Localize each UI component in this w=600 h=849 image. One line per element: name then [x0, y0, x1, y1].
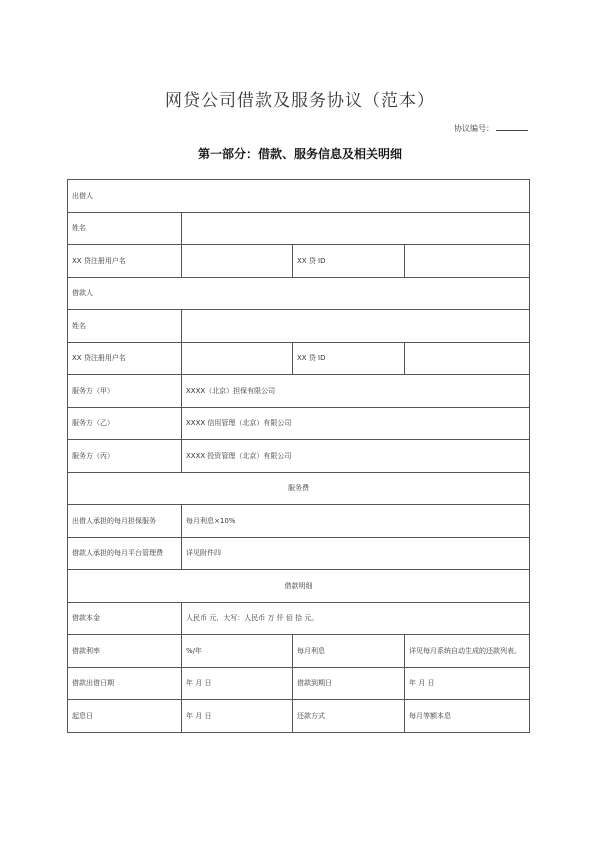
borrower-platform-fee-value: 详见附件四 [182, 537, 530, 570]
service-provider-a-label: 服务方（甲） [68, 375, 182, 408]
borrower-name-label: 姓名 [68, 310, 182, 343]
agreement-number-label: 协议编号： [454, 124, 494, 133]
borrower-name-value[interactable] [182, 310, 530, 343]
document-title: 网贷公司借款及服务协议（范本） [165, 91, 435, 111]
table-row [68, 505, 530, 538]
borrower-id-value[interactable] [405, 342, 530, 375]
service-provider-b-value: XXXX 信用管理（北京）有限公司 [182, 407, 530, 440]
lender-username-value[interactable] [182, 245, 293, 278]
lender-username-label: XX 贷注册用户名 [68, 245, 182, 278]
table-row [68, 245, 530, 278]
table-row [68, 407, 530, 440]
service-provider-a-value: XXXX（北京）担保有限公司 [182, 375, 530, 408]
lender-heading: 出借人 [68, 180, 530, 213]
table-row [68, 375, 530, 408]
loan-due-date-label: 借款到期日 [293, 667, 405, 700]
monthly-interest-value: 详见每月系统自动生成的还款列表。 [405, 635, 530, 668]
loan-principal-value[interactable]: 人民币 元，大写：人民币 万 仟 佰 拾 元。 [182, 602, 530, 635]
table-row [68, 180, 530, 213]
lender-guarantee-fee-label: 出借人承担的每月担保服务 [68, 505, 182, 538]
loan-principal-label: 借款本金 [68, 602, 182, 635]
table-row [68, 440, 530, 473]
lender-guarantee-fee-value: 每月利息×10% [182, 505, 530, 538]
interest-start-date-value[interactable]: 年 月 日 [182, 700, 293, 733]
table-row [68, 310, 530, 343]
interest-start-date-label: 起息日 [68, 700, 182, 733]
borrower-username-value[interactable] [182, 342, 293, 375]
lender-name-label: 姓名 [68, 212, 182, 245]
loan-info-table [67, 179, 530, 733]
loan-rate-label: 借款利率 [68, 635, 182, 668]
table-row [68, 602, 530, 635]
table-row [68, 277, 530, 310]
lender-id-label: XX 贷 ID [293, 245, 405, 278]
table-row [68, 635, 530, 668]
table-row [68, 537, 530, 570]
table-row [68, 700, 530, 733]
agreement-number [454, 122, 528, 134]
loan-details-heading: 借款明细 [68, 570, 530, 603]
service-provider-c-value: XXXX 投资管理（北京）有限公司 [182, 440, 530, 473]
agreement-number-blank [496, 122, 528, 131]
table-row [68, 212, 530, 245]
table-row [68, 342, 530, 375]
service-provider-b-label: 服务方（乙） [68, 407, 182, 440]
service-fee-heading: 服务费 [68, 472, 530, 505]
table-row [68, 667, 530, 700]
lender-name-value[interactable] [182, 212, 530, 245]
borrower-id-label: XX 贷 ID [293, 342, 405, 375]
monthly-interest-label: 每月利息 [293, 635, 405, 668]
table-row [68, 570, 530, 603]
service-provider-c-label: 服务方（丙） [68, 440, 182, 473]
loan-due-date-value[interactable]: 年 月 日 [405, 667, 530, 700]
loan-issue-date-value[interactable]: 年 月 日 [182, 667, 293, 700]
lender-id-value[interactable] [405, 245, 530, 278]
loan-issue-date-label: 借款出借日期 [68, 667, 182, 700]
table-row [68, 472, 530, 505]
borrower-username-label: XX 贷注册用户名 [68, 342, 182, 375]
repayment-method-value: 每月等额本息 [405, 700, 530, 733]
borrower-heading: 借款人 [68, 277, 530, 310]
section-title: 第一部分：借款、服务信息及相关明细 [197, 147, 402, 161]
loan-rate-value[interactable]: %/年 [182, 635, 293, 668]
repayment-method-label: 还款方式 [293, 700, 405, 733]
borrower-platform-fee-label: 借款人承担的每月平台管理费 [68, 537, 182, 570]
